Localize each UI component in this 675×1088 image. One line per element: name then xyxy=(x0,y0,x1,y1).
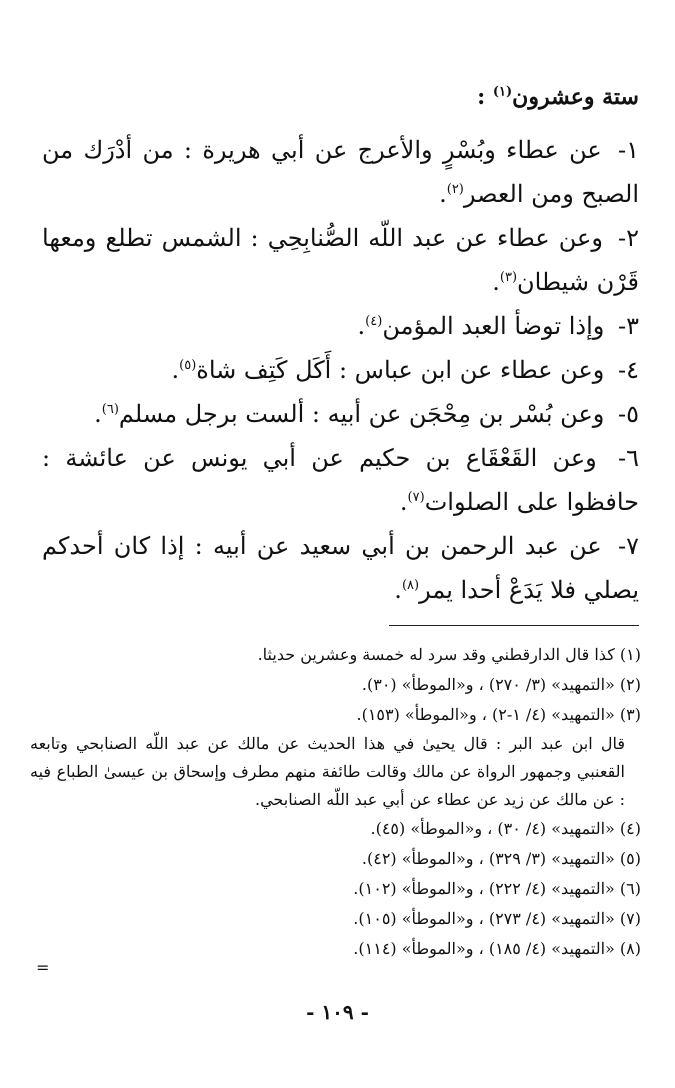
hadith-text: عن عطاء وبُسْرٍ والأعرج عن أبي هريرة : من أدْرَك من الصبح ومن العصر xyxy=(42,136,639,208)
hadith-text: عن عبد الرحمن بن أبي سعيد عن أبيه : إذا كان أحدكم يصلي فلا يَدَعْ أحدا يمر xyxy=(42,532,639,604)
section-heading xyxy=(477,84,639,110)
hadith-number: ٧- xyxy=(618,532,639,560)
hadith-text: وعن بُسْر بن مِحْجَن عن أبيه : ألست برجل مسلم xyxy=(118,400,605,428)
footnote: (٢) «التمهيد» (٣/ ٢٧٠) ، و«الموطأ» (٣٠). xyxy=(361,675,641,694)
footnote: (٤) «التمهيد» (٤/ ٣٠) ، و«الموطأ» (٤٥). xyxy=(370,819,641,838)
footnote-ref: (٨) xyxy=(401,578,420,593)
hadith-end: . xyxy=(399,488,408,516)
hadith-end: . xyxy=(439,180,447,208)
hadith-number: ٤- xyxy=(618,356,639,384)
footnote: (٨) «التمهيد» (٤/ ١٨٥) ، و«الموطأ» (١١٤). xyxy=(353,939,641,958)
footnote-ref: (٥) xyxy=(179,358,197,373)
hadith-number: ٦- xyxy=(618,444,639,472)
hadith-item xyxy=(42,216,639,304)
hadith-item xyxy=(42,392,639,436)
hadith-item xyxy=(42,348,639,392)
footnote-ref: (٢) xyxy=(446,182,464,197)
hadith-end: . xyxy=(492,268,500,296)
footnote: (٧) «التمهيد» (٤/ ٢٧٣) ، و«الموطأ» (١٠٥). xyxy=(353,909,641,928)
heading-colon: : xyxy=(477,84,493,110)
hadith-text: وعن القَعْقَاع بن حكيم عن أبي يونس عن عائشة : حافظوا على الصلوات xyxy=(42,444,639,516)
hadith-end: . xyxy=(357,312,366,340)
hadith-item xyxy=(42,128,639,216)
footnote-ref: (٤) xyxy=(365,314,383,329)
footnote-divider xyxy=(389,625,639,626)
hadith-item xyxy=(42,436,639,524)
footnote: (٥) «التمهيد» (٣/ ٣٢٩) ، و«الموطأ» (٤٢). xyxy=(361,849,641,868)
hadith-item xyxy=(42,304,639,348)
heading-text: ستة وعشرون xyxy=(512,84,639,110)
hadith-end: . xyxy=(171,356,180,384)
footnote-ref: (٣) xyxy=(499,270,518,285)
hadith-end: . xyxy=(394,576,402,604)
hadith-number: ١- xyxy=(618,136,639,164)
continuation-mark: = xyxy=(36,958,50,977)
hadith-item xyxy=(42,524,639,612)
hadith-number: ٣- xyxy=(618,312,639,340)
hadith-end: . xyxy=(94,400,102,428)
footnote-commentary: قال ابن عبد البر : قال يحيىٰ في هذا الحديث عن مالك عن عبد اللّه الصنابحي وتابعه القعنبي وجمهور الرواة عن مالك وقالت طائفة منهم مطرف وإسحاق بن عيسىٰ الطباع فيه : عن مالك عن زيد عن عطاء عن أبي عبد اللّه الصنابحي. xyxy=(30,734,625,809)
hadith-text: وعن عطاء عن ابن عباس : أَكَل كَتِف شاة xyxy=(196,356,605,384)
hadith-text: وعن عطاء عن عبد اللّه الصُّنابِحِي : الشمس تطلع ومعها قَرْن شيطان xyxy=(42,224,639,296)
hadith-number: ٥- xyxy=(618,400,639,428)
footnote: (١) كذا قال الدارقطني وقد سرد له خمسة وعشرين حديثا. xyxy=(257,645,641,664)
page-number: - ١٠٩ - xyxy=(306,1000,369,1024)
hadith-text: وإذا توضأ العبد المؤمن xyxy=(382,312,605,340)
footnote-ref: (٧) xyxy=(407,490,425,505)
footnote: (٦) «التمهيد» (٤/ ٢٢٢) ، و«الموطأ» (١٠٢). xyxy=(353,879,641,898)
footnote: (٣) «التمهيد» (٤/ ١-٢) ، و«الموطأ» (١٥٣). xyxy=(356,705,641,724)
footnotes xyxy=(30,640,641,964)
hadith-list xyxy=(42,128,639,612)
heading-footnote-ref: (١) xyxy=(492,84,513,100)
hadith-number: ٢- xyxy=(618,224,639,252)
footnote-ref: (٦) xyxy=(101,402,119,417)
